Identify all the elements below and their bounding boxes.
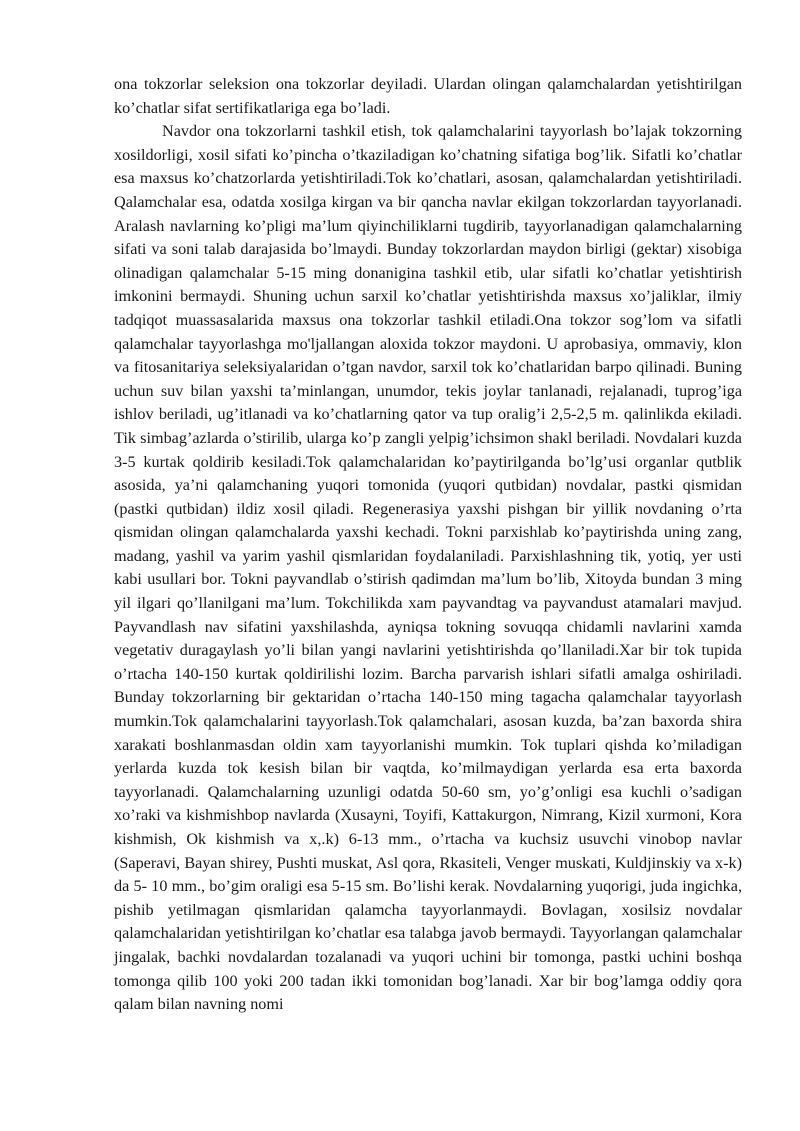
paragraph-2: Navdor ona tokzorlarni tashkil etish, tok qalamchalarini tayyorlash bo’lajak tokzorning xosildorligi, xosil sifati ko’pincha o’tkaziladigan ko’chatning sifatiga bog’lik. Sifatli ko’chatlar esa maxsus ko’chatzorlarda yetishtiriladi.Tok ko’chatlari, asosan, qalamchalardan yetishtiriladi. Qalamchalar esa, odatda xosilga kirgan va bir qancha navlar ekilgan tokzorlardan tayyorlanadi. Aralash navlarning ko’pligi ma’lum qiyinchiliklarni tugdirib, tayyorlanadigan qalamchalarning sifati va soni talab darajasida bo’lmaydi. Bunday tokzorlardan maydon birligi (gektar) xisobiga olinadigan qalamchalar 5-15 ming donanigina tashkil etib, ular sifatli ko’chatlar yetishtirish imkonini bermaydi. Shuning uchun sarxil ko’chatlar yetishtirishda maxsus xo’jaliklar, ilmiy tadqiqot muassasalarida maxsus ona tokzorlar tashkil etiladi.Ona tokzor sog’lom va sifatli qalamchalar tayyorlashga mo'ljallangan aloxida tokzor maydoni. U aprobasiya, ommaviy, klon va fitosanitariya seleksiyalaridan o’tgan navdor, sarxil tok ko’chatlaridan barpo qilinadi. Buning uchun suv bilan yaxshi ta’minlangan, unumdor, tekis joylar tanlanadi, rejalanadi, tuprog’iga ishlov beriladi, ug’itlanadi va ko’chatlarning qator va tup oralig’i 2,5-2,5 m. qalinlikda ekiladi. Tik simbag’azlarda o’stirilib, ularga ko’p zangli yelpig’ichsimon shakl beriladi. Novdalari kuzda 3-5 kurtak qoldirib kesiladi.Tok qalamchalaridan ko’paytirilganda bo’lg’usi organlar qutblik asosida, ya’ni qalamchaning yuqori tomonida (yuqori qutbidan) novdalar, pastki qismidan (pastki qutbidan) ildiz xosil qiladi. Regenerasiya yaxshi pishgan bir yillik novdaning o’rta qismidan olingan qalamchalarda yaxshi kechadi. Tokni parxishlab ko’paytirishda uning zang, madang, yashil va yarim yashil qismlaridan foydalaniladi. Parxishlashning tik, yotiq, yer usti kabi usullari bor. Tokni payvandlab o’stirish qadimdan ma’lum bo’lib, Xitoyda bundan 3 ming yil ilgari qo’llanilgani ma’lum. Tokchilikda xam payvandtag va payvandust atamalari mavjud. Payvandlash nav sifatini yaxshilashda, ayniqsa tokning sovuqqa chidamli navlarini xamda vegetativ duragaylash yo’li bilan yangi navlarini yetishtirishda qo’llaniladi.Xar bir tok tupida o’rtacha 140-150 kurtak qoldirilishi lozim. Barcha parvarish ishlari sifatli amalga oshiriladi. Bunday tokzorlarning bir gektaridan o’rtacha 140-150 ming tagacha qalamchalar tayyorlash mumkin.Tok qalamchalarini tayyorlash.Tok qalamchalari, asosan kuzda, ba’zan baxorda shira xarakati boshlanmasdan oldin xam tayyorlanishi mumkin. Tok tuplari qishda ko’miladigan yerlarda kuzda tok kesish bilan bir vaqtda, ko’milmaydigan yerlarda esa erta baxorda tayyorlanadi. Qalamchalarning uzunligi odatda 50-60 sm, yo’g’onligi esa kuchli o’sadigan xo’raki va kishmishbop navlarda (Xusayni, Toyifi, Kattakurgon, Nimrang, Kizil xurmoni, Kora kishmish, Ok kishmish va x,.k) 6-13 mm., o’rtacha va kuchsiz usuvchi vinobop navlar (Saperavi, Bayan shirey, Pushti muskat, Asl qora, Rkasiteli, Venger muskati, Kuldjinskiy va x-k) da 5- 10 mm., bo’gim oraligi esa 5-15 sm. Bo’lishi kerak. Novdalarning yuqorigi, juda ingichka, pishib yetilmagan qismlaridan qalamcha tayyorlanmaydi. Bovlagan, xosilsiz novdalar qalamchalaridan yetishtirilgan ko’chatlar esa talabga javob bermaydi. Tayyorlangan qalamchalar jingalak, bachki novdalardan tozalanadi va yuqori uchini bir tomonga, pastki uchini boshqa tomonga qilib 100 yoki 200 tadan ikki tomonidan bog’lanadi. Xar bir bog’lamga oddiy qora qalam bilan navning nomi (114, 122, 742, 1014)
document-page (114, 73, 742, 1017)
paragraph-1: ona tokzorlar seleksion ona tokzorlar deyiladi. Ulardan olingan qalamchalardan yetishtirilgan ko’chatlar sifat sertifikatlariga ega bo’ladi. (114, 75, 742, 117)
